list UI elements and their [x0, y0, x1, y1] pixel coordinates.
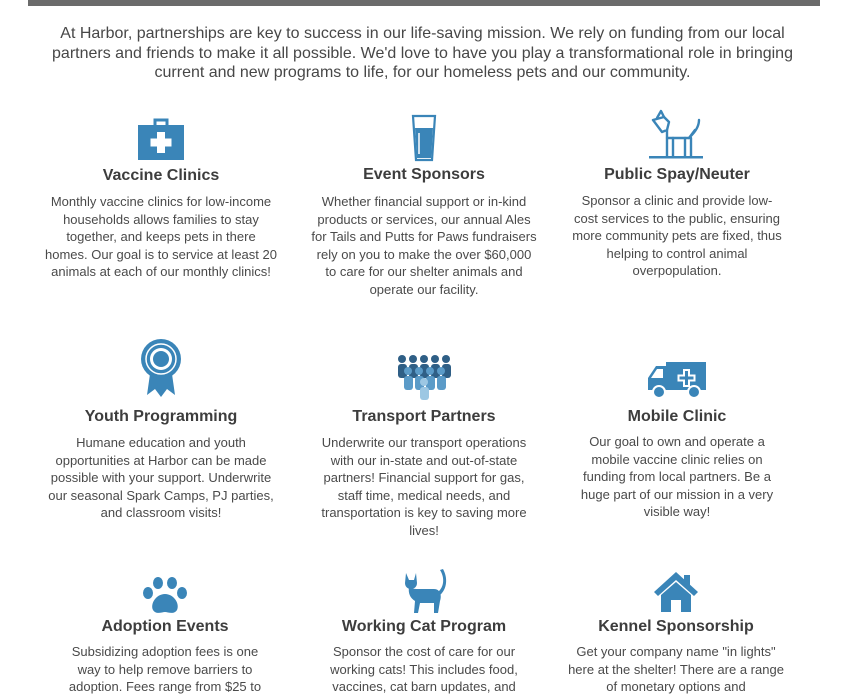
house-icon — [653, 571, 699, 613]
card-body: Subsidizing adoption fees is one way to help remove barriers to adoption. Fees range from $25 to — [68, 644, 262, 695]
card-title: Mobile Clinic — [627, 408, 727, 425]
card-title: Vaccine Clinics — [102, 167, 220, 184]
dog-icon — [647, 108, 705, 160]
card-body: Get your company name "in lights" here at the shelter! There are a range of monetary options and — [568, 644, 784, 695]
award-ribbon-icon — [139, 337, 183, 399]
card-title: Kennel Sponsorship — [598, 618, 754, 635]
people-group-icon — [396, 354, 452, 400]
card-title: Youth Programming — [84, 408, 238, 425]
card-body: Sponsor the cost of care for our working cats! This includes food, vaccines, cat barn updates, and — [330, 644, 518, 695]
card-title: Adoption Events — [101, 618, 229, 635]
card-title: Transport Partners — [352, 408, 496, 425]
cat-icon — [400, 567, 448, 615]
card-body: Monthly vaccine clinics for low-income households allows families to stay together, and keeps pets in there homes. Our goal is to service at least 20 animals at each of our monthly clinics! — [45, 194, 277, 280]
card-body: Underwrite our transport operations with our in-state and out-of-state partners! Financial support for gas, staff time, medical needs, and transportation is key to saving more lives! — [321, 435, 527, 538]
card-body: Whether financial support or in-kind products or services, our annual Ales for Tails and Putts for Paws fundraisers rely on you to make the over $60,000 to care for our shelter animals and operate our facility. — [311, 194, 537, 297]
first-aid-kit-icon — [137, 117, 185, 161]
card-title: Event Sponsors — [363, 166, 485, 183]
ambulance-icon — [646, 360, 708, 400]
card-title: Public Spay/Neuter — [604, 166, 750, 183]
top-bar — [28, 0, 820, 6]
intro-paragraph: At Harbor, partnerships are key to success in our life-saving mission. We rely on funding from our local partners and friends to make it all possible. We'd love to have you play a transformational role in bringing current and new programs to life, for our homeless pets and our community. — [52, 25, 793, 81]
beer-glass-icon — [411, 114, 437, 162]
card-body: Our goal to own and operate a mobile vaccine clinic relies on funding from local partners. Be a huge part of our mission in a very visible way! — [580, 434, 774, 520]
card-title: Working Cat Program — [341, 618, 507, 635]
card-body: Sponsor a clinic and provide low-cost services to the public, ensuring more community pets are fixed, thus helping to control animal overpopulation. — [572, 193, 782, 279]
paw-print-icon — [142, 576, 188, 616]
card-body: Humane education and youth opportunities at Harbor can be made possible with your support. Underwrite our seasonal Spark Camps, PJ parties, and classroom visits! — [48, 435, 274, 521]
